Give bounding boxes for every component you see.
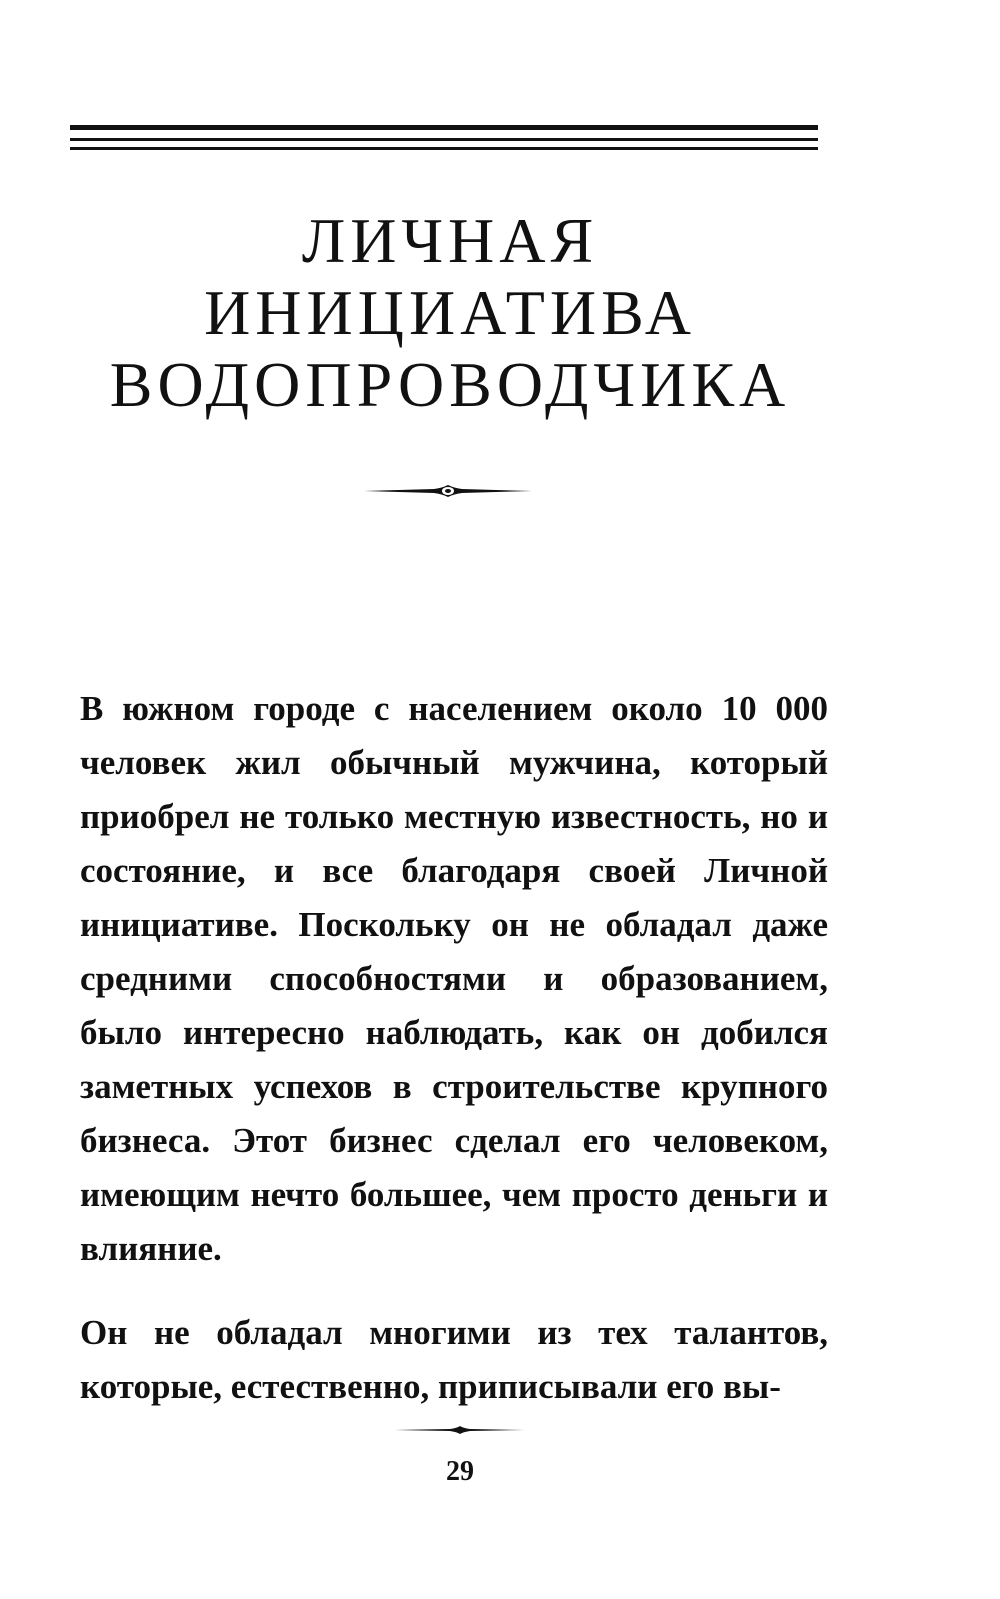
chapter-title (60, 205, 840, 421)
chapter-title-line: ВОДОПРОВОДЧИКА (109, 349, 791, 420)
chapter-title-line: ЛИЧНАЯ (301, 205, 599, 276)
rule-line (70, 147, 818, 150)
title-ornament-icon (364, 478, 532, 504)
paragraph: Он не обладал многими из тех талантов, которые, естественно, приписывали его вы- (80, 1313, 828, 1406)
rule-line (70, 138, 818, 141)
body-text (80, 682, 828, 1414)
footer-rule (395, 1424, 525, 1436)
page-number: 29 (446, 1456, 474, 1487)
rule-line (70, 125, 818, 130)
paragraph: В южном городе с населением около 10 000 человек жил обычный мужчина, который приобрел не только местную известность, но и состояние, и все благодаря своей Личной инициативе. Поскольку он не обладал даже средними способностями и образованием, было интересно наблюдать, как он добился заметных успехов в строительстве крупного бизнеса. Этот бизнес сделал его человеком, имеющим нечто большее, чем просто деньги и влияние. (80, 689, 828, 1268)
top-double-rule (70, 125, 818, 155)
chapter-title-line: ИНИЦИАТИВА (204, 277, 696, 348)
